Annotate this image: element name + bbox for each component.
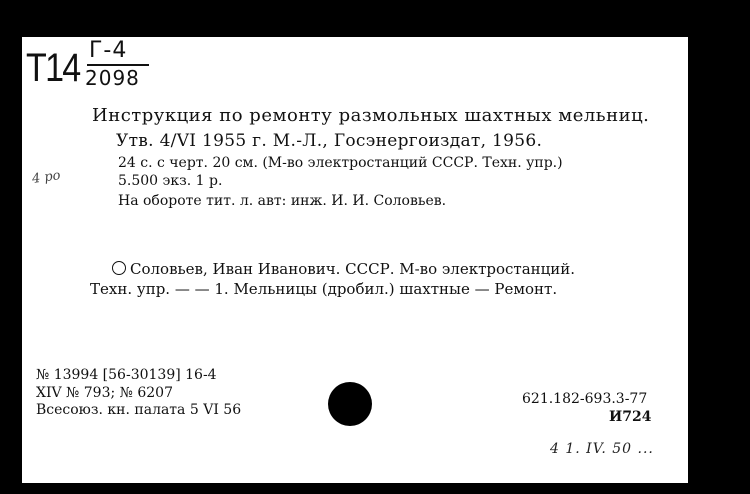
imprint-line: Утв. 4/VI 1955 г. М.-Л., Госэнергоиздат, 1956.: [116, 131, 543, 151]
call-number-main: Т14: [26, 46, 80, 90]
udc-number: 621.182-693.3-77: [522, 391, 648, 407]
author-mark: И724: [609, 409, 652, 425]
card-title: Инструкция по ремонту размольных шахтных мельниц.: [92, 105, 650, 126]
note-line: На обороте тит. л. авт: инж. И. И. Соловьев.: [118, 193, 447, 209]
tracing-line-2: Техн. упр. — — 1. Мельницы (дробил.) шахтные — Ремонт.: [90, 280, 558, 298]
circle-mark-icon: [112, 261, 126, 275]
catalog-card: [22, 37, 688, 483]
call-number-top: Г-4: [89, 38, 128, 63]
footer-line-1: № 13994 [56-30139] 16-4: [36, 367, 217, 383]
call-number-bottom: 2098: [85, 66, 140, 90]
collation-line: 24 с. с черт. 20 см. (М-во электростанций СССР. Техн. упр.): [118, 155, 563, 171]
tracing-line-1: [112, 261, 575, 277]
print-run-line: 5.500 экз. 1 р.: [118, 173, 223, 189]
handwritten-margin-note: 4 ро: [31, 168, 62, 187]
stamp-mark: 4 1. IV. 50 ...: [550, 441, 654, 457]
footer-line-3: Всесоюз. кн. палата 5 VI 56: [36, 402, 242, 418]
footer-line-2: XIV № 793; № 6207: [36, 385, 173, 401]
punch-hole: [328, 382, 372, 426]
tracing-text-1: Соловьев, Иван Иванович. СССР. М-во электростанций.: [130, 260, 576, 278]
